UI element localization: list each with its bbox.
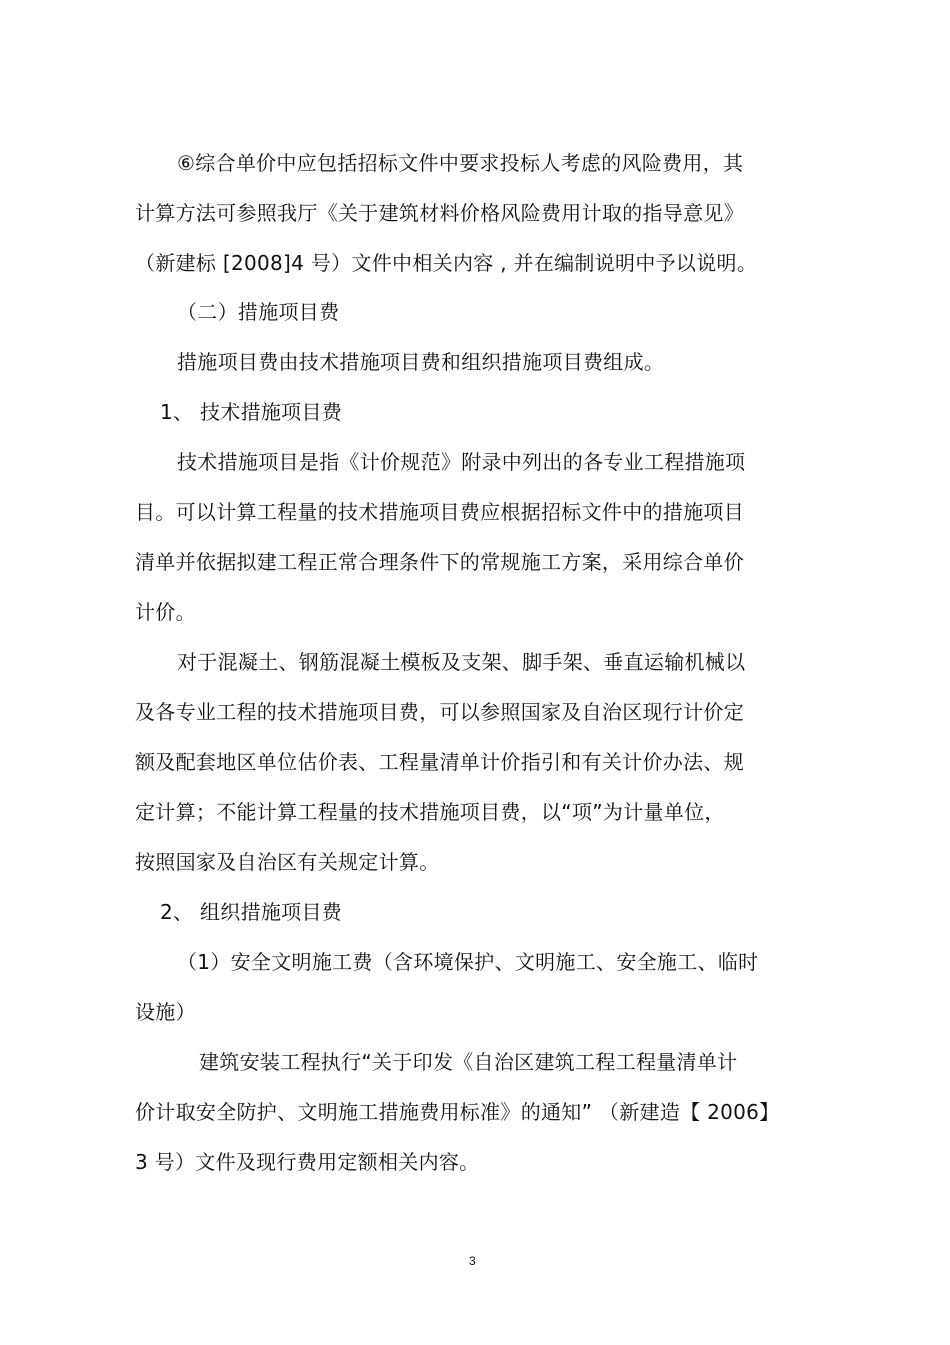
item1-para2-line-5: 按照国家及自治区有关规定计算。 xyxy=(135,850,440,874)
item2-sub1-line-2: 设施） xyxy=(135,1000,196,1024)
page-number: 3 xyxy=(469,1254,476,1268)
item1-para1-line-4: 计价。 xyxy=(135,600,196,624)
item2-para-line-3: 3 号）文件及现行费用定额相关内容。 xyxy=(135,1150,480,1174)
item1-para1-line-3: 清单并依据拟建工程正常合理条件下的常规施工方案，采用综合单价 xyxy=(135,550,744,574)
section-two-heading: （二）措施项目费 xyxy=(177,300,340,324)
section-two-intro: 措施项目费由技术措施项目费和组织措施项目费组成。 xyxy=(177,350,665,374)
risk-fee-line-1: ⑥综合单价中应包括招标文件中要求投标人考虑的风险费用，其 xyxy=(177,151,744,175)
item1-para1-line-1: 技术措施项目是指《计价规范》附录中列出的各专业工程措施项 xyxy=(177,450,746,474)
item2-sub1-line-1: （1）安全文明施工费（含环境保护、文明施工、安全施工、临时 xyxy=(177,950,759,974)
item2-para-line-1: 建筑安装工程执行“关于印发《自治区建筑工程工程量清单计 xyxy=(199,1050,738,1074)
item1-para2-line-3: 额及配套地区单位估价表、工程量清单计价指引和有关计价办法、规 xyxy=(135,750,744,774)
item1-para2-line-4: 定计算；不能计算工程量的技术措施项目费，以“项”为计量单位， xyxy=(135,800,725,824)
item1-heading: 1、 技术措施项目费 xyxy=(160,400,343,424)
item1-para2-line-2: 及各专业工程的技术措施项目费，可以参照国家及自治区现行计价定 xyxy=(135,700,744,724)
risk-fee-line-3: （新建标 [2008]4 号）文件中相关内容 , 并在编制说明中予以说明。 xyxy=(135,251,758,275)
item2-heading: 2、 组织措施项目费 xyxy=(160,900,343,924)
item1-para2-line-1: 对于混凝土、钢筋混凝土模板及支架、脚手架、垂直运输机械以 xyxy=(177,650,746,674)
risk-fee-line-2: 计算方法可参照我厅《关于建筑材料价格风险费用计取的指导意见》 xyxy=(135,201,744,225)
item1-para1-line-2: 目。可以计算工程量的技术措施项目费应根据招标文件中的措施项目 xyxy=(135,500,744,524)
item2-para-line-2: 价计取安全防护、文明施工措施费用标准》的通知” （新建造【 2006】 xyxy=(135,1100,780,1124)
